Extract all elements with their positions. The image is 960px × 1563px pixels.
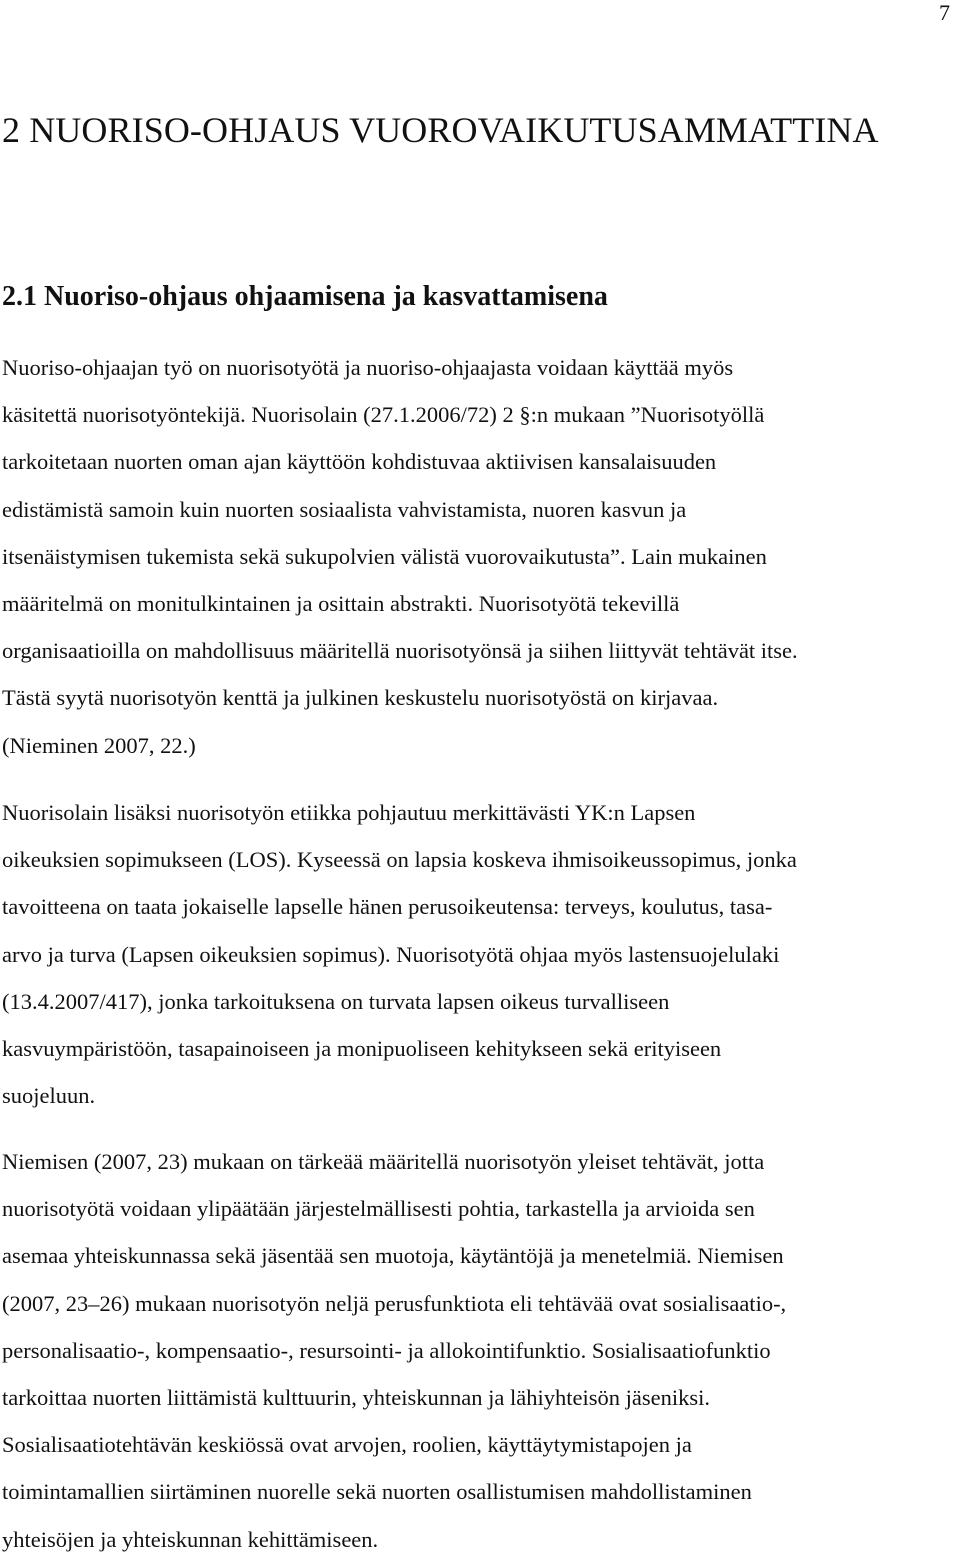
- text-line: kasvuympäristöön, tasapainoiseen ja monipuoliseen kehitykseen sekä erityiseen: [2, 1036, 722, 1062]
- text-line: personalisaatio-, kompensaatio-, resursointi- ja allokointifunktio. Sosialisaatiofunktio: [2, 1337, 771, 1363]
- text-line: käsitettä nuorisotyöntekijä. Nuorisolain (27.1.2006/72) 2 §:n mukaan ”Nuorisotyöllä: [2, 402, 765, 428]
- text-line: asemaa yhteiskunnassa sekä jäsentää sen muotoja, käytäntöjä ja menetelmiä. Niemisen: [2, 1243, 784, 1269]
- text-line: toimintamallien siirtäminen nuorelle sekä nuorten osallistumisen mahdollistaminen: [2, 1479, 752, 1505]
- text-line: suojeluun.: [2, 1083, 96, 1109]
- section-heading: 2.1 Nuoriso-ohjaus ohjaamisena ja kasvattamisena: [2, 281, 608, 312]
- text-line: arvo ja turva (Lapsen oikeuksien sopimus). Nuorisotyötä ohjaa myös lastensuojelulaki: [2, 941, 780, 967]
- text-line: itsenäistymisen tukemista sekä sukupolvien välistä vuorovaikutusta”. Lain mukainen: [2, 543, 767, 569]
- text-line: määritelmä on monitulkintainen ja osittain abstrakti. Nuorisotyötä tekevillä: [2, 591, 680, 617]
- paragraph-2: [2, 789, 960, 1119]
- text-line: nuorisotyötä voidaan ylipäätään järjestelmällisesti pohtia, tarkastella ja arvioida sen: [2, 1196, 755, 1222]
- text-line: (13.4.2007/417), jonka tarkoituksena on turvata lapsen oikeus turvalliseen: [2, 988, 670, 1014]
- page-number: 7: [939, 0, 950, 25]
- text-line: Nuorisolain lisäksi nuorisotyön etiikka pohjautuu merkittävästi YK:n Lapsen: [2, 800, 696, 825]
- text-line: Tästä syytä nuorisotyön kenttä ja julkinen keskustelu nuorisotyöstä on kirjavaa.: [2, 685, 719, 711]
- text-line: oikeuksien sopimukseen (LOS). Kyseessä on lapsia koskeva ihmisoikeussopimus, jonka: [2, 847, 797, 873]
- text-line: Niemisen (2007, 23) mukaan on tärkeää määritellä nuorisotyön yleiset tehtävät, jotta: [2, 1149, 765, 1174]
- text-line: tarkoittaa nuorten liittämistä kulttuurin, yhteiskunnan ja lähiyhteisön jäseniksi.: [2, 1385, 710, 1411]
- text-line: edistämistä samoin kuin nuorten sosiaalista vahvistamista, nuoren kasvun ja: [2, 496, 687, 522]
- text-line: organisaatioilla on mahdollisuus määritellä nuorisotyönsä ja siihen liittyvät tehtävät itse.: [2, 638, 798, 664]
- chapter-heading: 2 NUORISO-OHJAUS VUOROVAIKUTUSAMMATTINA: [2, 110, 879, 150]
- text-line: tarkoitetaan nuorten oman ajan käyttöön kohdistuvaa aktiivisen kansalaisuuden: [2, 449, 717, 475]
- text-line: yhteisöjen ja yhteiskunnan kehittämiseen.: [2, 1526, 379, 1552]
- text-line: Nuoriso-ohjaajan työ on nuorisotyötä ja nuoriso-ohjaajasta voidaan käyttää myös: [2, 355, 734, 380]
- paragraph-3: [2, 1138, 960, 1563]
- text-line: (Nieminen 2007, 22.): [2, 732, 196, 758]
- text-line: (2007, 23–26) mukaan nuorisotyön neljä perusfunktiota eli tehtävää ovat sosialisaatio-,: [2, 1290, 787, 1316]
- text-line: tavoitteena on taata jokaiselle lapselle hänen perusoikeutensa: terveys, koulutus, tasa-: [2, 894, 773, 920]
- paragraph-1: [2, 344, 960, 769]
- text-line: Sosialisaatiotehtävän keskiössä ovat arvojen, roolien, käyttäytymistapojen ja: [2, 1432, 692, 1458]
